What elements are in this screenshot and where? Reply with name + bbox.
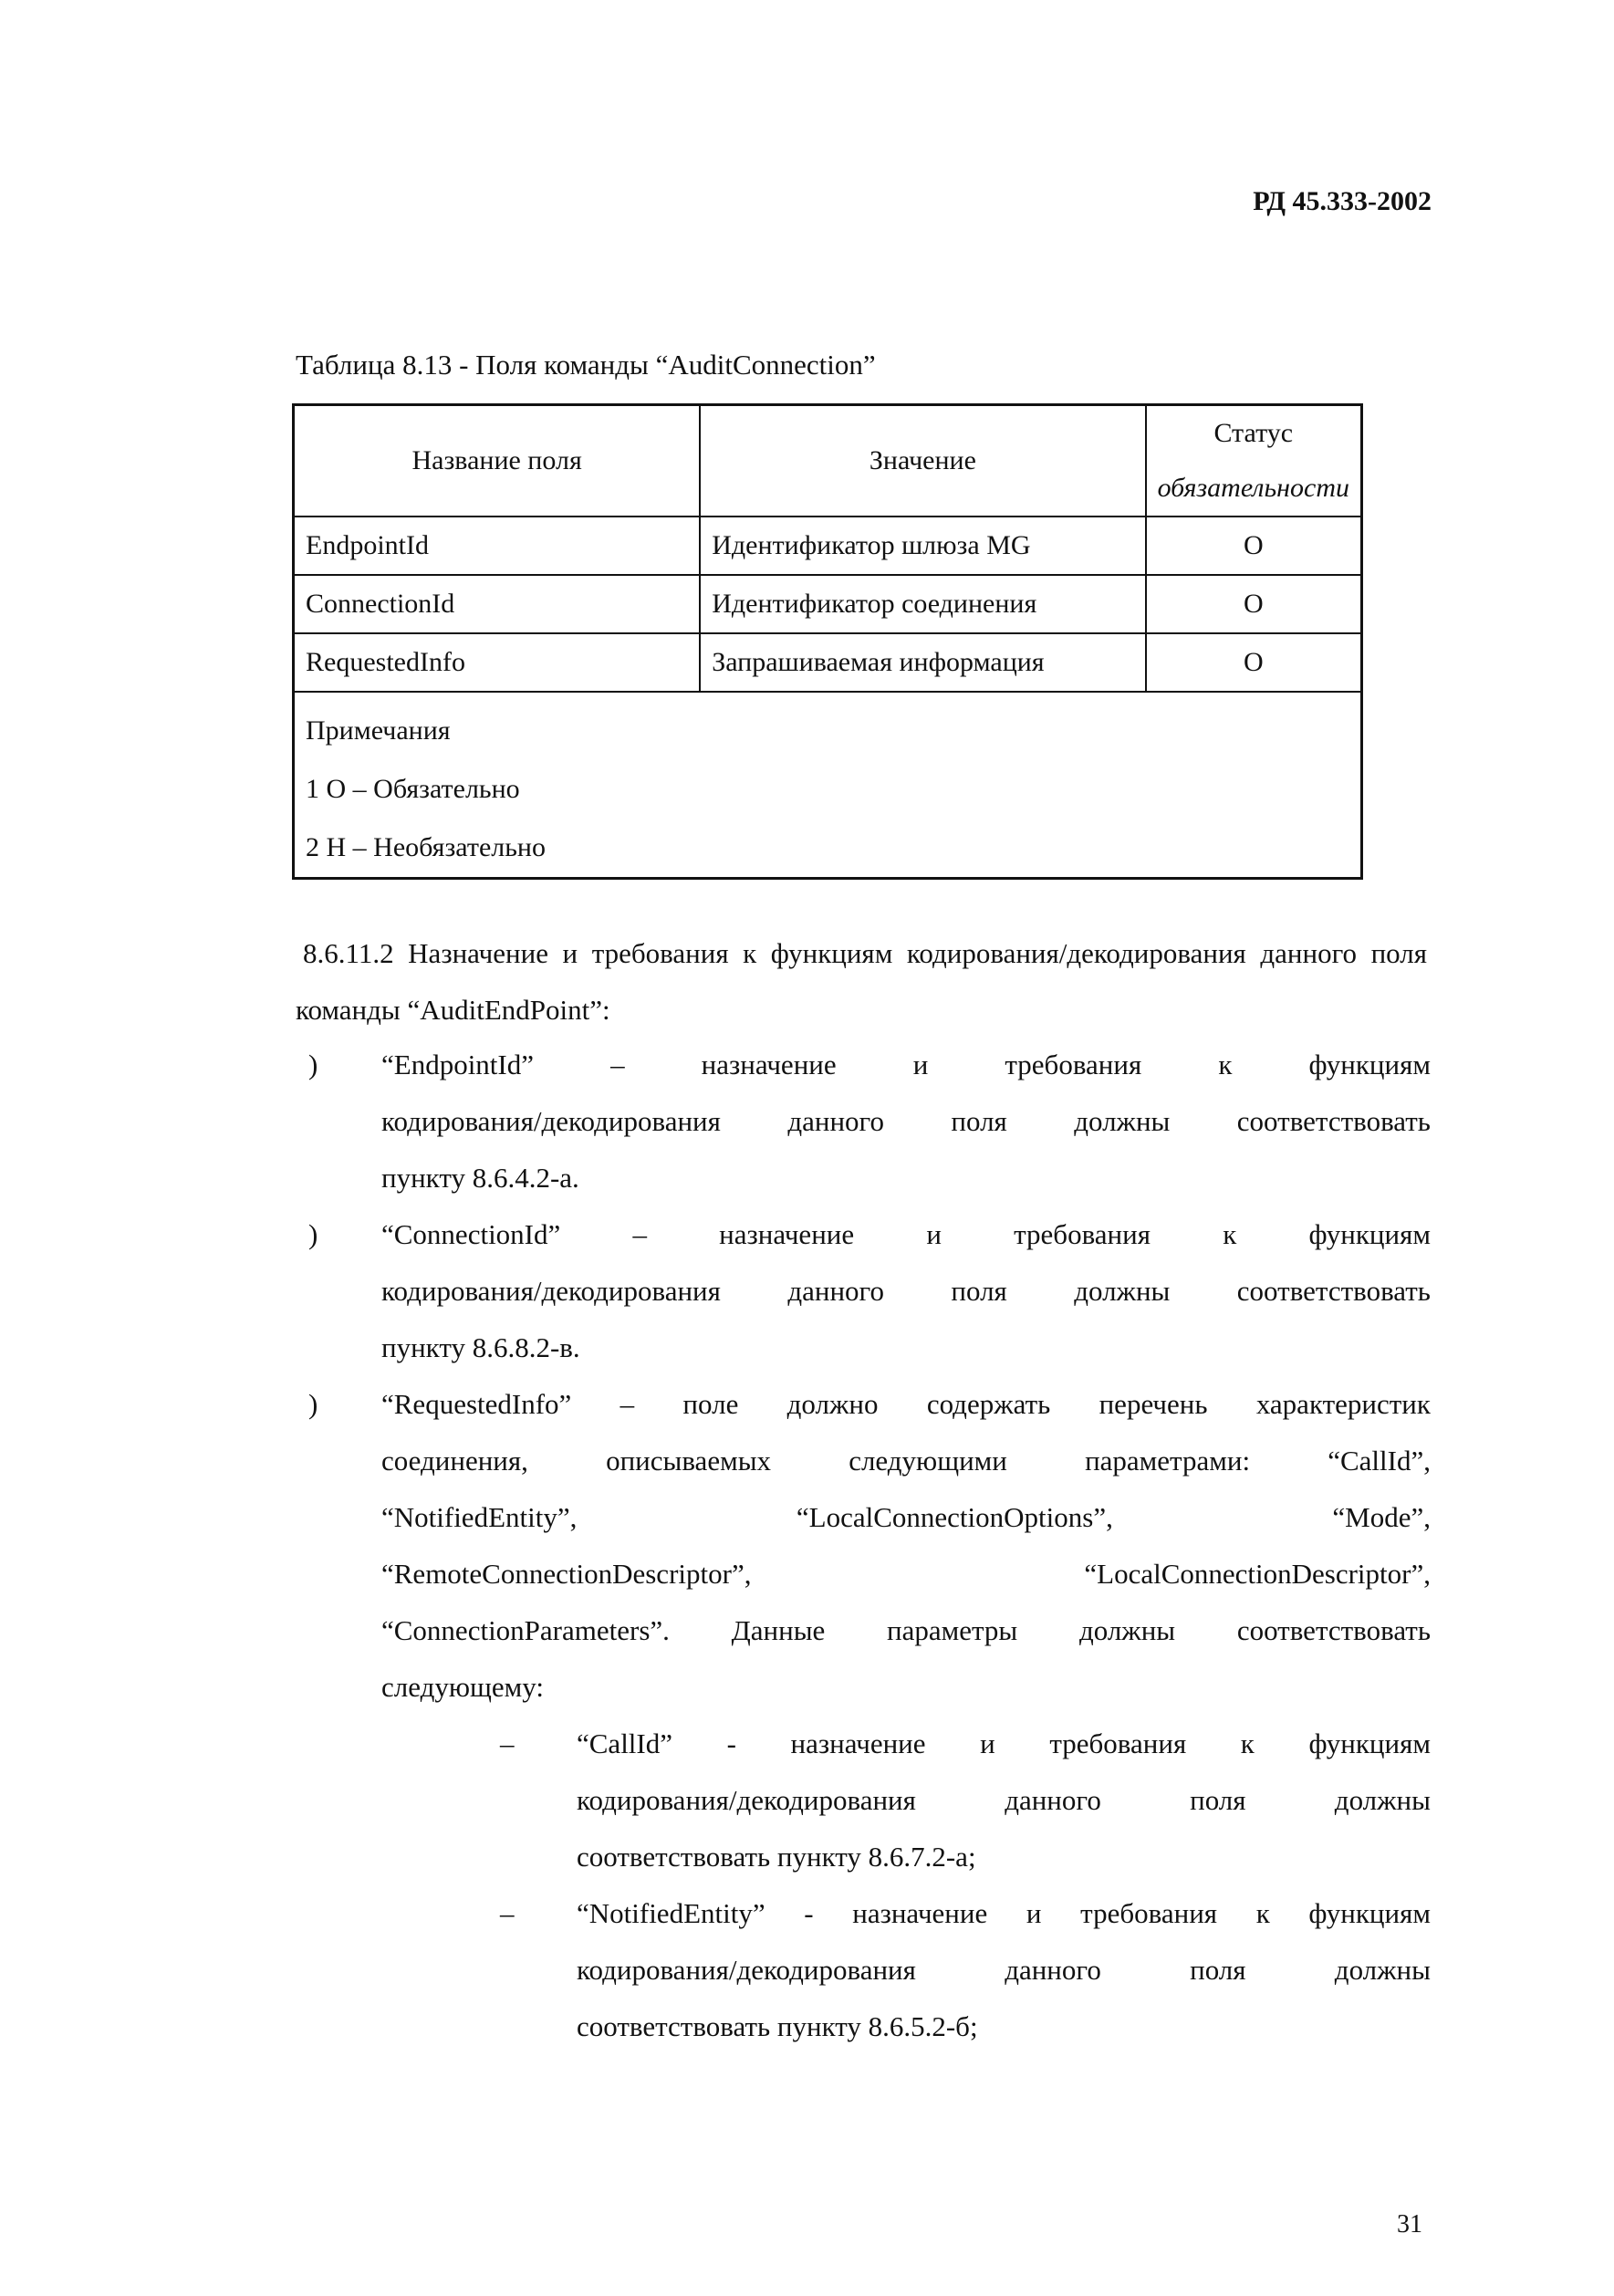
word: и: [980, 1727, 995, 1759]
text-line: [577, 1885, 1431, 1942]
text-line: [577, 1716, 1431, 1772]
row-field-name: ConnectionId: [294, 575, 701, 633]
document-code: РД 45.333-2002: [1253, 186, 1432, 216]
sub-list-item-text: [577, 1885, 1431, 2055]
row-status: О: [1146, 575, 1362, 633]
word: требования: [1080, 1897, 1218, 1929]
list-item-marker: ): [308, 1049, 318, 1080]
word: функциям: [1308, 1049, 1431, 1080]
word: –: [632, 1218, 647, 1250]
table-notes: [294, 692, 1362, 879]
row-status: О: [1146, 517, 1362, 575]
list-item-text: [381, 1206, 1431, 1376]
word: назначение: [719, 1218, 855, 1250]
sub-list-item-marker: –: [500, 1897, 515, 1929]
row-value: Идентификатор шлюза MG: [700, 517, 1145, 575]
row-value: Запрашиваемая информация: [700, 633, 1145, 692]
word: соединения,: [381, 1445, 528, 1477]
text-line: [381, 1263, 1431, 1320]
sub-list-item-text: [577, 1716, 1431, 1885]
page-number: 31: [1397, 2210, 1422, 2239]
sub-list-item-marker: –: [500, 1727, 515, 1759]
header-status-line-2: обязательности: [1157, 473, 1349, 503]
word: назначение: [701, 1049, 837, 1080]
word: следующими: [849, 1445, 1007, 1477]
word: данного: [787, 1275, 884, 1307]
word: перечень: [1099, 1388, 1208, 1420]
section-paragraph: 8.6.11.2 Назначение и требования к функциям кодирования/декодирования данного поля команды “AuditEndPoint”:: [296, 937, 1427, 1026]
table-header-row: [294, 405, 1362, 517]
word: параметры: [887, 1614, 1018, 1646]
word: поля: [1190, 1784, 1246, 1816]
text-line: [577, 1942, 1431, 1999]
word: должны: [1334, 1784, 1431, 1816]
table-row: [294, 633, 1362, 692]
word: “NotifiedEntity”: [577, 1897, 765, 1929]
text-line: [381, 1433, 1431, 1489]
word: соответствовать: [1236, 1614, 1431, 1646]
text-line: [381, 1376, 1431, 1433]
word: функциям: [1308, 1727, 1431, 1759]
word: характеристик: [1255, 1388, 1431, 1420]
row-field-name: EndpointId: [294, 517, 701, 575]
list-item-marker: ): [308, 1218, 318, 1250]
word: “LocalConnectionDescriptor”,: [1084, 1558, 1431, 1590]
word: назначение: [790, 1727, 926, 1759]
word: требования: [1014, 1218, 1151, 1250]
text-line: [381, 1602, 1431, 1659]
text-line: [577, 1772, 1431, 1829]
word: содержать: [926, 1388, 1051, 1420]
list-item-marker: ): [308, 1388, 318, 1420]
word: параметрами:: [1085, 1445, 1251, 1477]
word: “CallId”,: [1328, 1445, 1431, 1477]
fields-table: [292, 403, 1363, 880]
word: Данные: [731, 1614, 826, 1646]
word: поля: [1190, 1954, 1246, 1986]
word: соответствовать: [1236, 1275, 1431, 1307]
word: соответствовать: [1236, 1105, 1431, 1137]
word: требования: [1005, 1049, 1142, 1080]
word: пункту 8.6.8.2-в.: [381, 1331, 580, 1363]
word: должны: [1074, 1105, 1171, 1137]
word: кодирования/декодирования: [381, 1105, 721, 1137]
word: “RemoteConnectionDescriptor”,: [381, 1558, 752, 1590]
word: кодирования/декодирования: [577, 1954, 916, 1986]
word: должно: [786, 1388, 879, 1420]
word: поля: [951, 1105, 1007, 1137]
word: поля: [951, 1275, 1007, 1307]
text-line: [381, 1546, 1431, 1602]
table-row: [294, 575, 1362, 633]
word: требования: [1049, 1727, 1187, 1759]
word: описываемых: [606, 1445, 772, 1477]
word: “ConnectionParameters”.: [381, 1614, 670, 1646]
word: соответствовать пункту 8.6.7.2-а;: [577, 1841, 976, 1873]
header-status-line-1: Статус: [1213, 418, 1294, 448]
word: данного: [1005, 1954, 1101, 1986]
word: “CallId”: [577, 1727, 673, 1759]
list-item-text: [381, 1037, 1431, 1206]
table-caption: Таблица 8.13 - Поля команды “AuditConnection”: [296, 349, 876, 381]
word: пункту 8.6.4.2-а.: [381, 1162, 579, 1194]
text-line: [381, 1320, 1431, 1376]
text-line: [381, 1093, 1431, 1150]
row-value: Идентификатор соединения: [700, 575, 1145, 633]
word: и: [926, 1218, 942, 1250]
header-status: [1146, 405, 1362, 517]
word: -: [804, 1897, 814, 1929]
word: поле: [682, 1388, 739, 1420]
notes-title: Примечания: [306, 715, 451, 746]
text-line: [381, 1150, 1431, 1206]
text-line: [381, 1659, 1431, 1716]
word: кодирования/декодирования: [577, 1784, 916, 1816]
table-row: [294, 517, 1362, 575]
word: к: [1223, 1218, 1237, 1250]
word: -: [726, 1727, 736, 1759]
word: “RequestedInfo”: [381, 1388, 572, 1420]
text-line: [381, 1037, 1431, 1093]
header-value: Значение: [700, 405, 1145, 517]
word: “EndpointId”: [381, 1049, 535, 1080]
note-2: 2 Н – Необязательно: [306, 832, 546, 862]
word: к: [1240, 1727, 1255, 1759]
text-line: [381, 1489, 1431, 1546]
word: кодирования/декодирования: [381, 1275, 721, 1307]
row-status: О: [1146, 633, 1362, 692]
header-field-name: Название поля: [294, 405, 701, 517]
word: функциям: [1308, 1897, 1431, 1929]
text-line: [381, 1206, 1431, 1263]
word: должны: [1078, 1614, 1176, 1646]
word: “Mode”,: [1332, 1501, 1431, 1533]
word: и: [912, 1049, 929, 1080]
list-item-text: [381, 1376, 1431, 1716]
row-field-name: RequestedInfo: [294, 633, 701, 692]
text-line: [577, 1999, 1431, 2055]
word: “ConnectionId”: [381, 1218, 561, 1250]
word: должны: [1074, 1275, 1171, 1307]
word: –: [620, 1388, 635, 1420]
word: соответствовать пункту 8.6.5.2-б;: [577, 2010, 978, 2042]
word: функциям: [1308, 1218, 1431, 1250]
word: –: [610, 1049, 625, 1080]
word: к: [1218, 1049, 1233, 1080]
word: и: [1026, 1897, 1042, 1929]
word: “LocalConnectionOptions”,: [796, 1501, 1113, 1533]
word: данного: [1005, 1784, 1101, 1816]
word: назначение: [852, 1897, 988, 1929]
note-1: 1 О – Обязательно: [306, 774, 520, 804]
word: должны: [1334, 1954, 1431, 1986]
word: данного: [787, 1105, 884, 1137]
text-line: [577, 1829, 1431, 1885]
word: “NotifiedEntity”,: [381, 1501, 578, 1533]
word: к: [1255, 1897, 1270, 1929]
word: следующему:: [381, 1671, 544, 1703]
table-notes-row: [294, 692, 1362, 879]
